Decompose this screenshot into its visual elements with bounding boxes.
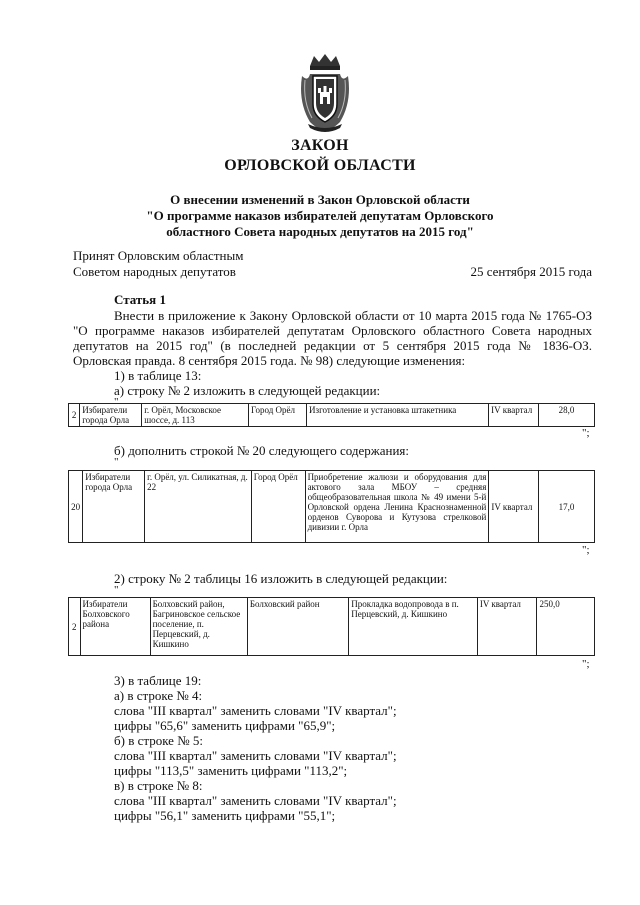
item-1-label: 1) в таблице 13: [114,368,202,383]
item-3-label: 3) в таблице 19: [114,673,202,688]
law-subtitle-line-3: областного Совета народных депутатов на 2015 год" [166,224,474,239]
amount-cell: 17,0 [539,471,595,543]
work-cell: Изготовление и установка штакетника [307,404,489,427]
item-3c-numbers: цифры "56,1" заменить цифрами "55,1"; [114,808,336,823]
amount-cell: 250,0 [537,598,595,656]
article-heading: Статья 1 [114,292,166,307]
item-3a-words: слова "III квартал" заменить словами "IV квартал"; [114,703,397,718]
adoption-date: 25 сентября 2015 года [470,264,592,279]
quarter-cell: IV квартал [489,404,539,427]
table-13-row-20 [68,470,595,543]
item-3b-words: слова "III квартал" заменить словами "IV квартал"; [114,748,397,763]
law-subtitle-line-2: "О программе наказов избирателей депутатам Орловского [146,208,494,223]
row-number: 2 [69,404,80,427]
item-3c-words: слова "III квартал" заменить словами "IV квартал"; [114,793,397,808]
item-3a-numbers: цифры "65,6" заменить цифрами "65,9"; [114,718,336,733]
adopted-by-line-2: Советом народных депутатов [73,264,236,279]
address-cell: Болховский район, Багриновское сельское поселение, п. Перцевский, д. Кишкино [150,598,247,656]
item-1a-label: а) строку № 2 изложить в следующей редакции: [114,383,381,398]
coat-of-arms-emblem [296,52,354,132]
item-3c-label: в) в строке № 8: [114,778,203,793]
row-number: 20 [69,471,83,543]
closing-quote: "; [582,427,590,439]
law-title-line-1: ЗАКОН [291,137,349,154]
voters-cell: Избиратели Болховского района [80,598,150,656]
item-1b-label: б) дополнить строкой № 20 следующего содержания: [114,443,409,458]
quarter-cell: IV квартал [477,598,537,656]
voters-cell: Избиратели города Орла [83,471,145,543]
district-cell: Болховский район [247,598,348,656]
address-cell: г. Орёл, ул. Силикатная, д. 22 [145,471,252,543]
item-3b-label: б) в строке № 5: [114,733,203,748]
row-number: 2 [69,598,81,656]
opening-quote: " [114,396,119,408]
item-3a-label: а) в строке № 4: [114,688,203,703]
law-title-line-2: ОРЛОВСКОЙ ОБЛАСТИ [224,157,416,174]
article-paragraph-line-3: депутатов на 2015 год" (в последней редакции от 5 сентября 2015 года № 1836-ОЗ. [73,338,592,353]
work-cell: Приобретение жалюзи и оборудования для актового зала МБОУ – средняя общеобразовательная школа № 49 имени 5-й Орловской ордена Ленина Краснознаменной орденов Суворова и Кутузова стрелковой дивизии г. Орла [305,471,489,543]
table-13-row-2 [68,403,595,427]
table-16-row-2 [68,597,595,656]
opening-quote: " [114,584,119,596]
adopted-by-line-1: Принят Орловским областным [73,248,244,263]
quarter-cell: IV квартал [489,471,539,543]
law-subtitle-line-1: О внесении изменений в Закон Орловской области [170,192,470,207]
voters-cell: Избиратели города Орла [80,404,142,427]
district-cell: Город Орёл [249,404,307,427]
address-cell: г. Орёл, Московское шоссе, д. 113 [142,404,249,427]
amount-cell: 28,0 [538,404,594,427]
opening-quote: " [114,456,119,468]
item-3b-numbers: цифры "113,5" заменить цифрами "113,2"; [114,763,348,778]
article-paragraph-line-1: Внести в приложение к Закону Орловской области от 10 марта 2015 года № 1765-ОЗ [114,308,592,323]
closing-quote: "; [582,658,590,670]
article-paragraph-line-4: Орловская правда. 8 сентября 2015 года. № 98) следующие изменения: [73,353,466,368]
district-cell: Город Орёл [251,471,305,543]
work-cell: Прокладка водопровода в п. Перцевский, д. Кишкино [349,598,478,656]
closing-quote: "; [582,544,590,556]
item-2-label: 2) строку № 2 таблицы 16 изложить в следующей редакции: [114,571,448,586]
article-paragraph-line-2: "О программе наказов избирателей депутатам Орловского областного Совета народных [73,323,592,338]
